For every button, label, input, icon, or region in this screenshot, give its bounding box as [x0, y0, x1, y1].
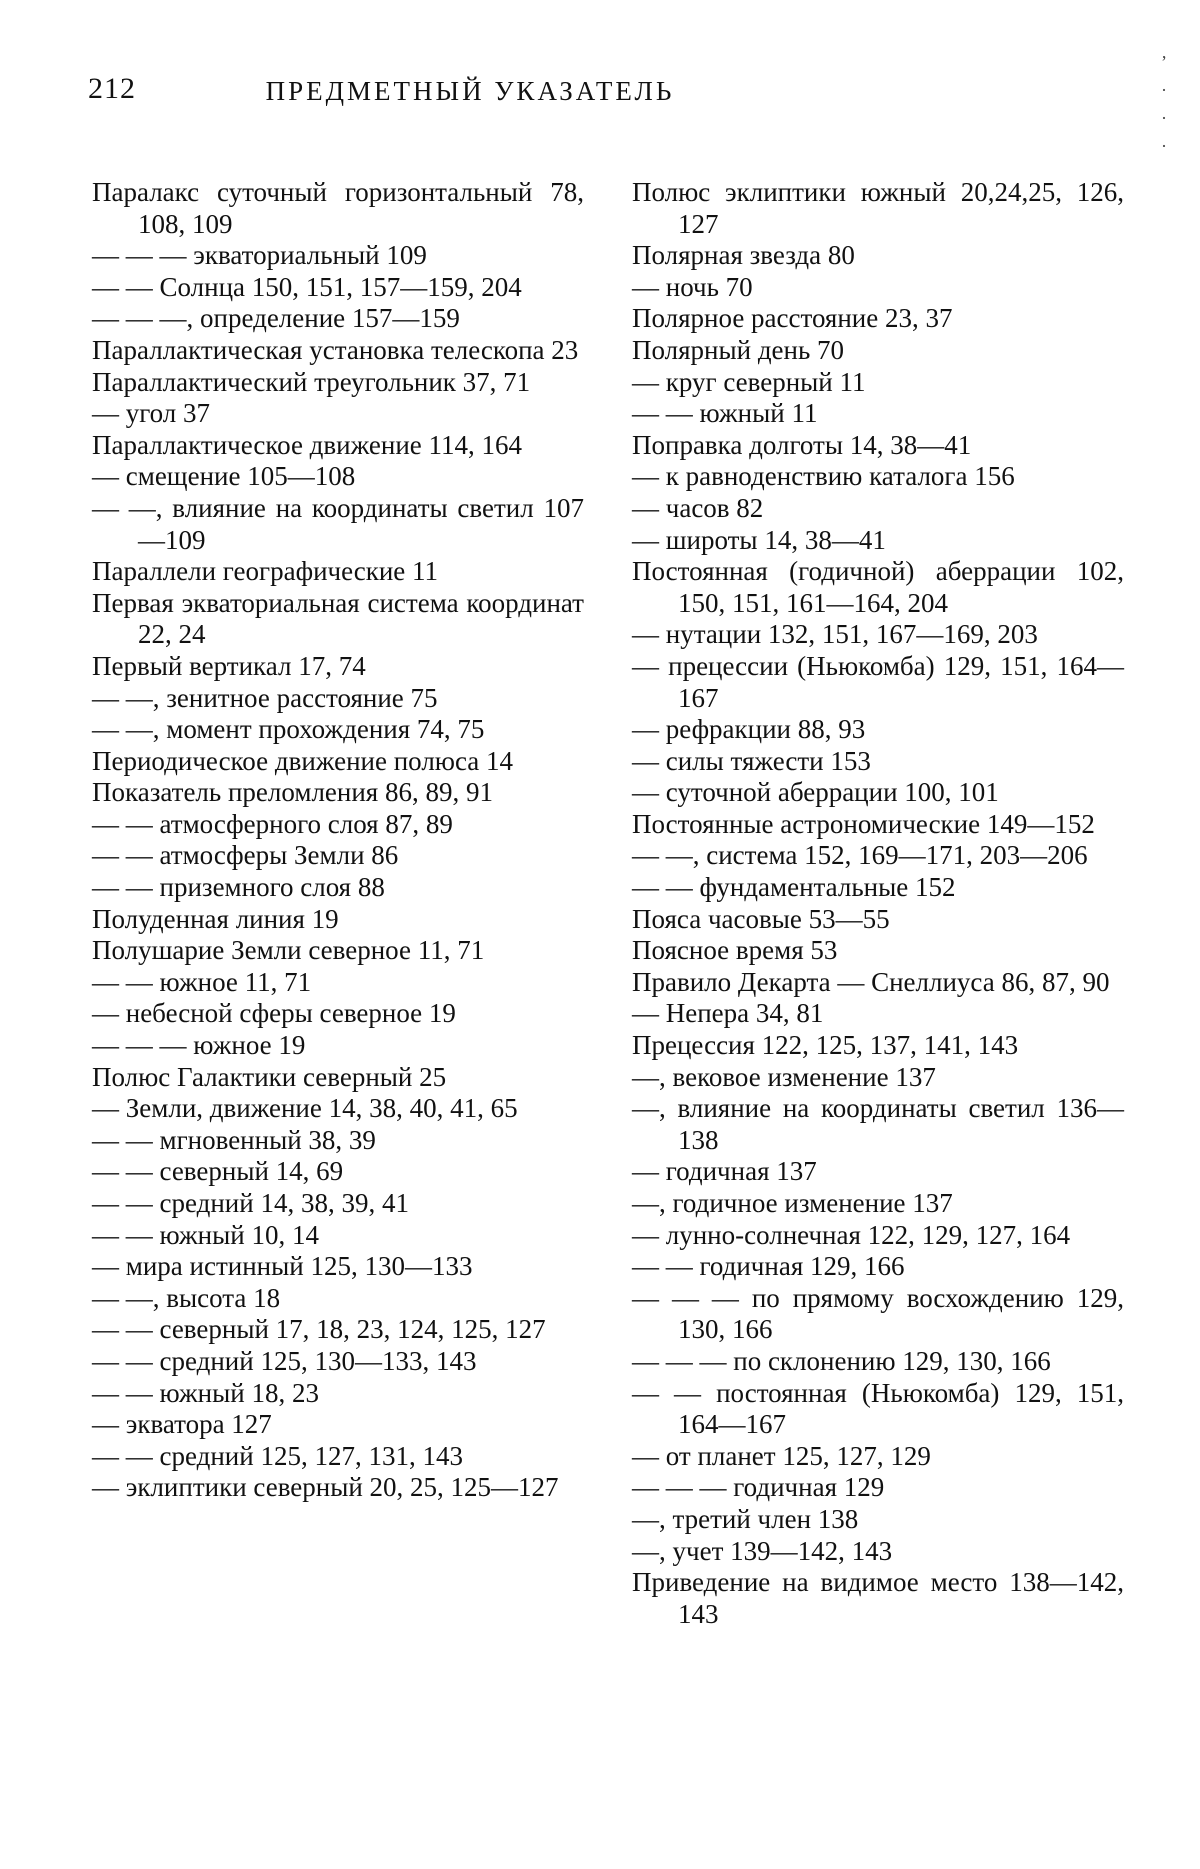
- index-entry: Первый вертикал 17, 74: [92, 651, 584, 683]
- index-entry: — — южный 11: [632, 398, 1124, 430]
- index-entry: Параллели географические 11: [92, 556, 584, 588]
- index-entry: — — южный 18, 23: [92, 1378, 584, 1410]
- index-entry: —, влияние на координаты светил 136—138: [632, 1093, 1124, 1156]
- index-entry: — — —, определение 157—159: [92, 303, 584, 335]
- index-entry: Пояса часовые 53—55: [632, 904, 1124, 936]
- index-column-left: [92, 177, 584, 1504]
- margin-mark: ·: [1158, 76, 1170, 104]
- index-entry: — небесной сферы северное 19: [92, 998, 584, 1030]
- index-entry: — — средний 125, 130—133, 143: [92, 1346, 584, 1378]
- index-entry: — — южный 10, 14: [92, 1220, 584, 1252]
- index-entry: — — северный 14, 69: [92, 1156, 584, 1188]
- index-entry: — —, влияние на координаты светил 107—109: [92, 493, 584, 556]
- index-entry: — — атмосферы Земли 86: [92, 840, 584, 872]
- index-entry: Параллактический треугольник 37, 71: [92, 367, 584, 399]
- index-entry: — — северный 17, 18, 23, 124, 125, 127: [92, 1314, 584, 1346]
- index-entry: Постоянные астрономические 149—152: [632, 809, 1124, 841]
- index-entry: — —, момент прохождения 74, 75: [92, 714, 584, 746]
- index-entry: — — атмосферного слоя 87, 89: [92, 809, 584, 841]
- index-entry: — прецессии (Ньюкомба) 129, 151, 164—167: [632, 651, 1124, 714]
- index-entry: Паралакс суточный горизонтальный 78, 108, 109: [92, 177, 584, 240]
- index-entry: — — Солнца 150, 151, 157—159, 204: [92, 272, 584, 304]
- index-entry: Постоянная (годичной) аберрации 102, 150, 151, 161—164, 204: [632, 556, 1124, 619]
- index-entry: Полярная звезда 80: [632, 240, 1124, 272]
- index-entry: — к равноденствию каталога 156: [632, 461, 1124, 493]
- index-column-right: [632, 177, 1124, 1630]
- index-entry: — — фундаментальные 152: [632, 872, 1124, 904]
- index-entry: — годичная 137: [632, 1156, 1124, 1188]
- index-entry: — —, система 152, 169—171, 203—206: [632, 840, 1124, 872]
- margin-mark: ·: [1158, 132, 1170, 160]
- index-entry: — Земли, движение 14, 38, 40, 41, 65: [92, 1093, 584, 1125]
- index-entry: — — постоянная (Ньюкомба) 129, 151, 164—167: [632, 1378, 1124, 1441]
- index-entry: — —, зенитное расстояние 75: [92, 683, 584, 715]
- index-entry: — — — по прямому восхождению 129, 130, 166: [632, 1283, 1124, 1346]
- index-entry: — Непера 34, 81: [632, 998, 1124, 1030]
- index-entry: Параллактическая установка телескопа 23: [92, 335, 584, 367]
- margin-mark: ʼ: [1158, 48, 1170, 76]
- index-entry: — круг северный 11: [632, 367, 1124, 399]
- index-entry: Полярный день 70: [632, 335, 1124, 367]
- index-entry: — часов 82: [632, 493, 1124, 525]
- index-entry: Приведение на видимое место 138—142, 143: [632, 1567, 1124, 1630]
- index-entry: — ночь 70: [632, 272, 1124, 304]
- index-entry: Прецессия 122, 125, 137, 141, 143: [632, 1030, 1124, 1062]
- index-entry: — рефракции 88, 93: [632, 714, 1124, 746]
- index-entry: — — годичная 129, 166: [632, 1251, 1124, 1283]
- index-entry: — угол 37: [92, 398, 584, 430]
- index-entry: Периодическое движение полюса 14: [92, 746, 584, 778]
- index-entry: — широты 14, 38—41: [632, 525, 1124, 557]
- index-entry: Полушарие Земли северное 11, 71: [92, 935, 584, 967]
- index-entry: — — приземного слоя 88: [92, 872, 584, 904]
- index-entry: — — — по склонению 129, 130, 166: [632, 1346, 1124, 1378]
- index-entry: — лунно-солнечная 122, 129, 127, 164: [632, 1220, 1124, 1252]
- index-entry: Первая экваториальная система координат 22, 24: [92, 588, 584, 651]
- index-entry: — от планет 125, 127, 129: [632, 1441, 1124, 1473]
- index-entry: — — мгновенный 38, 39: [92, 1125, 584, 1157]
- index-entry: — силы тяжести 153: [632, 746, 1124, 778]
- index-entry: — — — экваториальный 109: [92, 240, 584, 272]
- index-entry: Параллактическое движение 114, 164: [92, 430, 584, 462]
- index-entry: — эклиптики северный 20, 25, 125—127: [92, 1472, 584, 1504]
- index-entry: — экватора 127: [92, 1409, 584, 1441]
- index-entry: — мира истинный 125, 130—133: [92, 1251, 584, 1283]
- index-entry: Показатель преломления 86, 89, 91: [92, 777, 584, 809]
- index-entry: — суточной аберрации 100, 101: [632, 777, 1124, 809]
- page-number: 212: [88, 72, 136, 106]
- index-entry: — —, высота 18: [92, 1283, 584, 1315]
- index-entry: —, учет 139—142, 143: [632, 1536, 1124, 1568]
- index-entry: Правило Декарта — Снеллиуса 86, 87, 90: [632, 967, 1124, 999]
- margin-marks: [1158, 48, 1170, 160]
- index-entry: Поясное время 53: [632, 935, 1124, 967]
- index-entry: — — — южное 19: [92, 1030, 584, 1062]
- index-entry: Полярное расстояние 23, 37: [632, 303, 1124, 335]
- index-entry: —, третий член 138: [632, 1504, 1124, 1536]
- index-entry: —, годичное изменение 137: [632, 1188, 1124, 1220]
- index-entry: — смещение 105—108: [92, 461, 584, 493]
- index-entry: Полюс эклиптики южный 20,24,25, 126, 127: [632, 177, 1124, 240]
- index-entry: — — южное 11, 71: [92, 967, 584, 999]
- index-entry: — нутации 132, 151, 167—169, 203: [632, 619, 1124, 651]
- index-entry: Полуденная линия 19: [92, 904, 584, 936]
- margin-mark: ·: [1158, 104, 1170, 132]
- index-entry: — — средний 125, 127, 131, 143: [92, 1441, 584, 1473]
- running-title: ПРЕДМЕТНЫЙ УКАЗАТЕЛЬ: [0, 76, 940, 107]
- index-entry: — — — годичная 129: [632, 1472, 1124, 1504]
- index-entry: Поправка долготы 14, 38—41: [632, 430, 1124, 462]
- index-entry: — — средний 14, 38, 39, 41: [92, 1188, 584, 1220]
- index-entry: Полюс Галактики северный 25: [92, 1062, 584, 1094]
- index-entry: —, вековое изменение 137: [632, 1062, 1124, 1094]
